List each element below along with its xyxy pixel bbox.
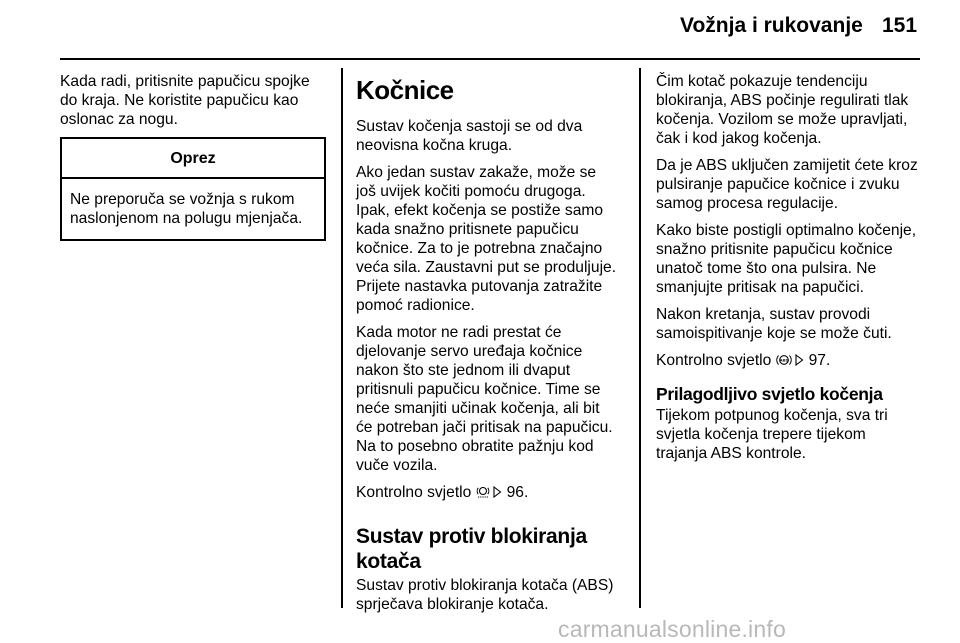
column-middle (356, 72, 630, 622)
caution-text: Ne preporuča se vožnja s rukom naslonjenom na polugu mjenjača. (70, 191, 303, 227)
page-title: Vožnja i rukovanje (680, 14, 863, 37)
abs-warning-label: Kontrolno svjetlo (656, 352, 772, 369)
brakes-paragraph-1: Sustav kočenja sastoji se od dva neovisna kočna kruga. (356, 118, 583, 154)
page-number: 151 (882, 14, 918, 37)
svg-text:ABS: ABS (779, 357, 788, 363)
caution-title: Oprez (62, 139, 324, 179)
section-heading-adaptive-brake-light: Prilagodljivo svjetlo kočenja (656, 384, 883, 404)
brake-warning-page-ref[interactable]: 96. (506, 484, 529, 501)
abs-paragraph-2: Čim kotač pokazuje tendenciju blokiranja, ABS počinje regulirati tlak kočenja. Vozilom se može upravljati, čak i kod jakog kočenja. (656, 73, 909, 147)
section-heading-brakes: Kočnice (356, 75, 454, 105)
abs-warning-page-ref[interactable]: 97. (808, 352, 831, 369)
adaptive-brake-light-paragraph: Tijekom potpunog kočenja, sva tri svjetla kočenja trepere tijekom trajanja ABS kontrole. (656, 407, 888, 462)
caution-box (60, 137, 326, 241)
brakes-paragraph-3: Kada motor ne radi prestat će djelovanje servo uređaja kočnice nakon što ste jednom ili dvaput pritisnuli papučicu kočnice. Time se neće smanjiti učinak kočenja, ali bit će potreban jači pritisak na papučicu. Na to posebno obratite pažnju kod vuče vozila. (356, 324, 613, 474)
watermark: carmanualsonline.info (558, 616, 786, 642)
column-divider-2 (639, 68, 641, 608)
abs-warning-light-ref (656, 351, 926, 370)
page-ref-arrow-icon[interactable] (493, 484, 506, 501)
abs-paragraph-4: Kako biste postigli optimalno kočenje, snažno pritisnite papučicu kočnice unatoč tome što ona pulsira. Ne smanjujte pritisak na papučici. (656, 222, 917, 296)
abs-warning-icon (776, 353, 796, 368)
header-divider (60, 58, 920, 60)
brake-warning-icon (476, 485, 494, 500)
abs-paragraph-1: Sustav protiv blokiranja kotača (ABS) sprječava blokiranje kotača. (356, 577, 614, 613)
abs-paragraph-5: Nakon kretanja, sustav provodi samoispitivanje koje se može čuti. (656, 306, 892, 342)
column-left (60, 72, 328, 241)
brakes-paragraph-2: Ako jedan sustav zakaže, može se još uvijek kočiti pomoću drugoga. Ipak, efekt kočenja se postiže samo kada snažno pritisnete papučicu kočnice. Za to je potrebna značajno veća sila. Zaustavni put se produljuje. Prijete nastavka putovanja zatražite pomoć radionice. (356, 164, 617, 314)
column-right (656, 72, 926, 471)
intro-paragraph: Kada radi, pritisnite papučicu spojke do kraja. Ne koristite papučicu kao oslonac za nogu. (60, 73, 310, 128)
page-ref-arrow-icon[interactable] (795, 352, 808, 369)
section-heading-abs: Sustav protiv blokiranja kotača (356, 525, 587, 573)
column-divider-1 (341, 68, 343, 608)
brake-warning-light-ref (356, 483, 630, 502)
abs-paragraph-3: Da je ABS uključen zamijetit ćete kroz pulsiranje papučice kočnice i zvuku samog procesa regulacije. (656, 157, 918, 212)
brake-warning-label: Kontrolno svjetlo (356, 484, 472, 501)
